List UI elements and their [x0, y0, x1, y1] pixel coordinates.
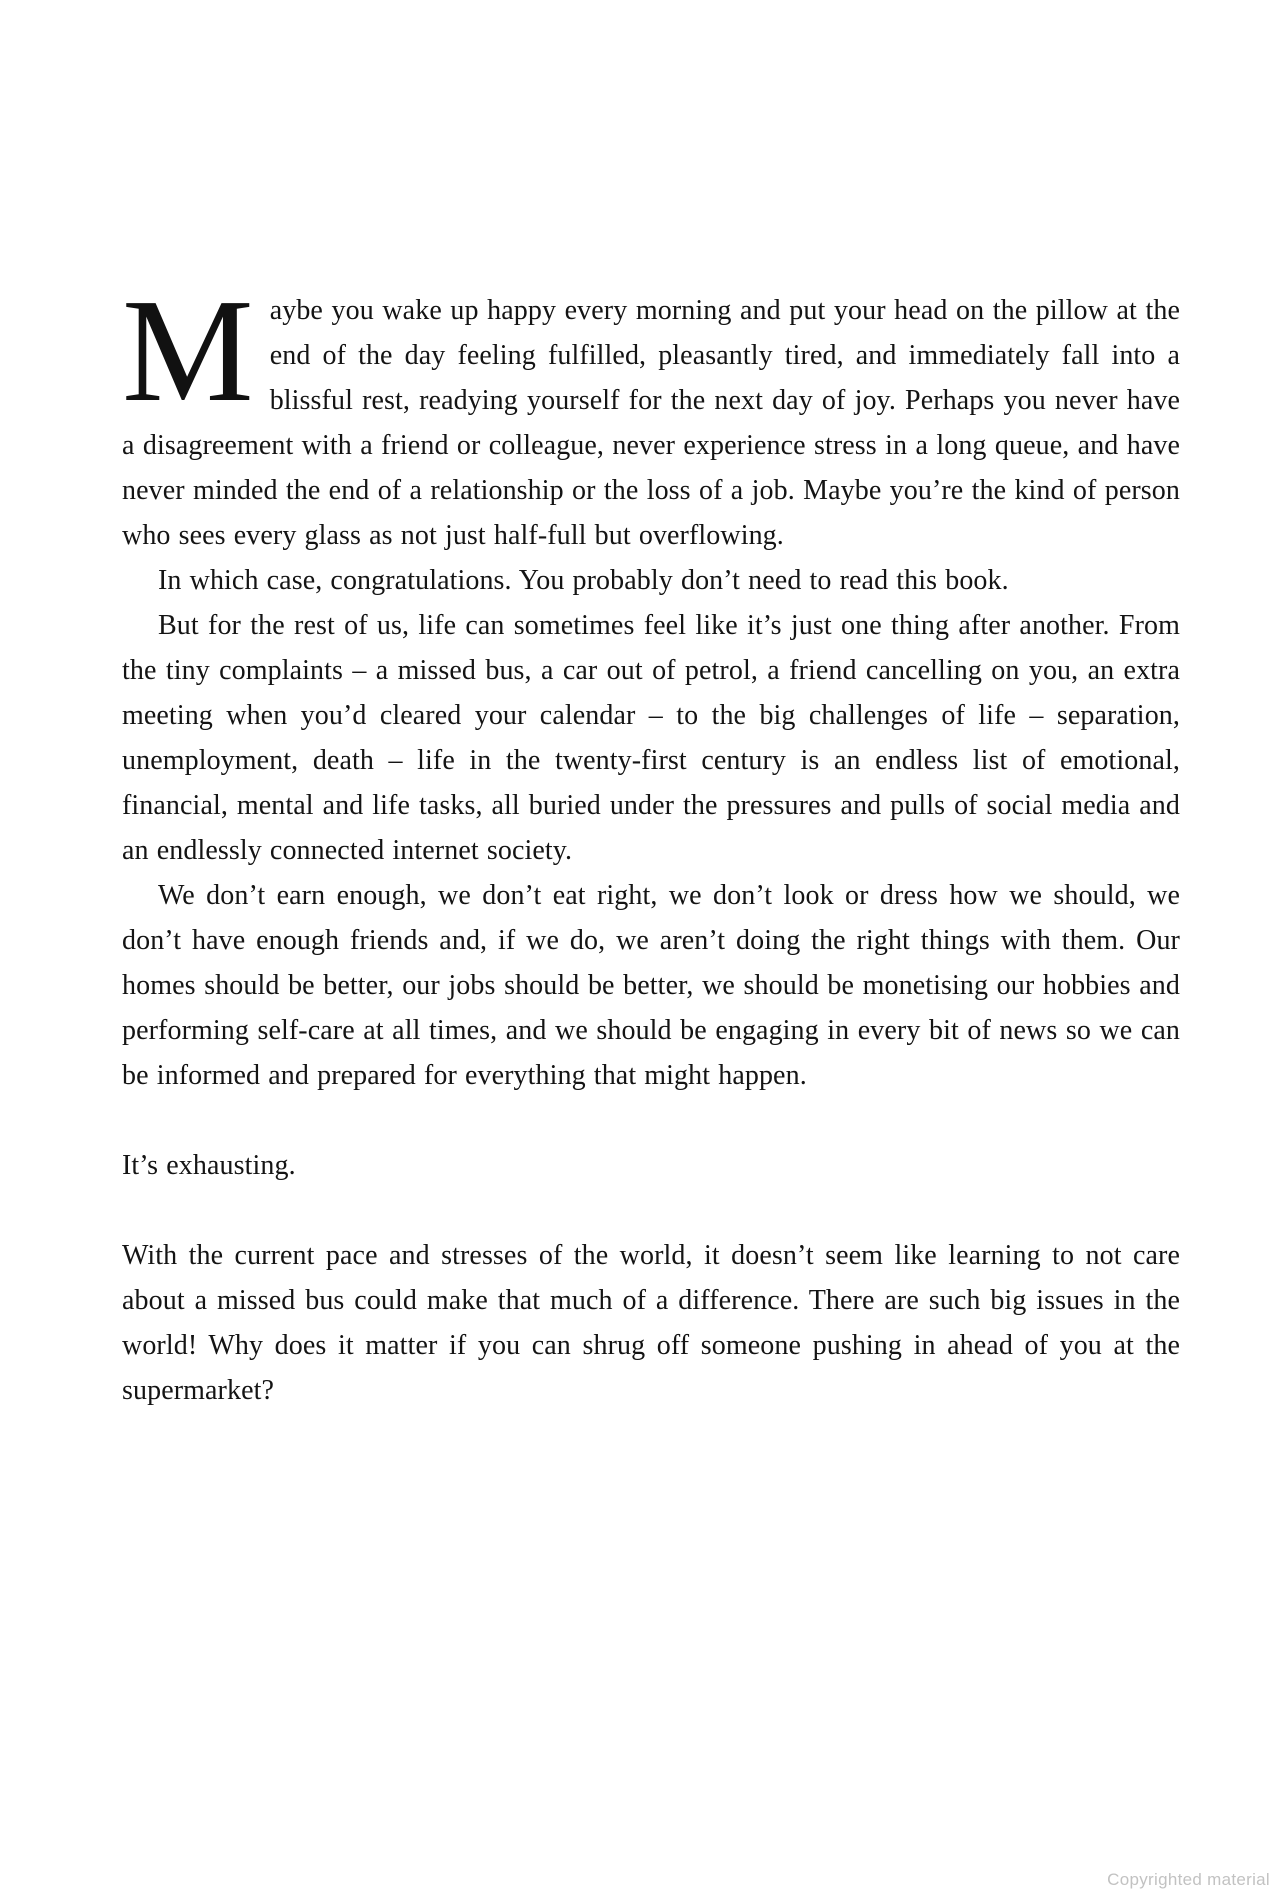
drop-cap: M	[122, 269, 254, 433]
paragraph: But for the rest of us, life can sometimes feel like it’s just one thing after another. From the tiny complaints – a missed bus, a car out of petrol, a friend cancelling on you, an extra meeting when you’d cleared your calendar – to the big challenges of life – separation, unemployment, death – life in the twenty-first century is an endless list of emotional, financial, mental and life tasks, all buried under the pressures and pulls of social media and an endlessly connected internet society.	[122, 610, 1180, 866]
paragraph	[122, 269, 1180, 558]
paragraph: We don’t earn enough, we don’t eat right, we don’t look or dress how we should, we don’t have enough friends and, if we do, we aren’t doing the right things with them. Our homes should be better, our jobs should be better, we should be monetising our hobbies and performing self-care at all times, and we should be engaging in every bit of news so we can be informed and prepared for everything that might happen.	[122, 880, 1180, 1091]
paragraph-text: aybe you wake up happy every morning and put your head on the pillow at the end of the day feeling fulfilled, pleasantly tired, and immediately fall into a blissful rest, readying yourself for the next day of joy. Perhaps you never have a disagreement with a friend or colleague, never experience stress in a long queue, and have never minded the end of a relationship or the loss of a job. Maybe you’re the kind of person who sees every glass as not just half-full but overflowing.	[122, 295, 1180, 551]
paragraph: With the current pace and stresses of the world, it doesn’t seem like learning to not care about a missed bus could make that much of a difference. There are such big issues in the world! Why does it matter if you can shrug off someone pushing in ahead of you at the supermarket?	[122, 1240, 1180, 1406]
text-column	[122, 269, 1180, 1413]
paragraph: In which case, congratulations. You probably don’t need to read this book.	[158, 565, 1009, 596]
paragraph: It’s exhausting.	[122, 1150, 296, 1181]
copyright-notice: Copyrighted material	[1107, 1870, 1270, 1889]
